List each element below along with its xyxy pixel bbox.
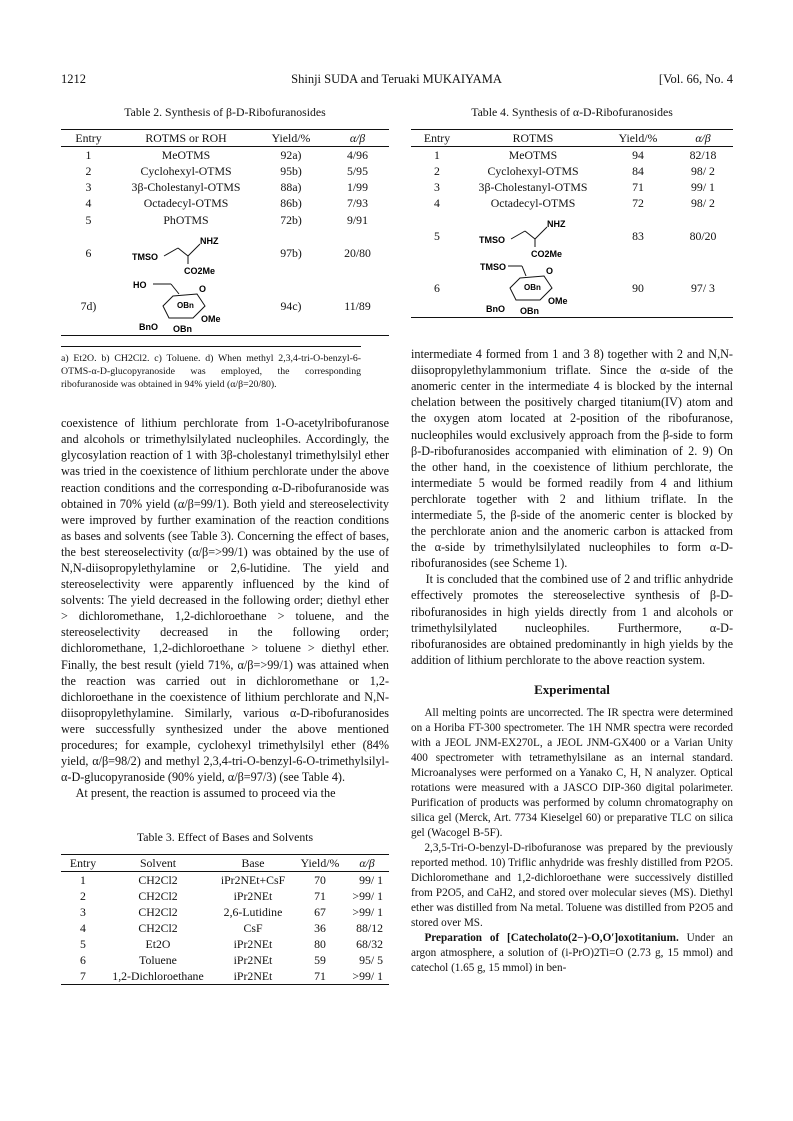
cell: 98/ 2 (691, 196, 715, 211)
table-row (61, 904, 389, 920)
cell: 4 (80, 920, 86, 935)
table-row (61, 920, 389, 936)
cell: 4 (434, 196, 440, 211)
table4-header-rotms: ROTMS (512, 131, 554, 146)
table-row (61, 163, 389, 179)
struct-label: TMSO (479, 234, 505, 245)
cell: 2 (80, 888, 86, 903)
table4-header-entry: Entry (423, 131, 451, 146)
cell: 4 (85, 196, 92, 211)
table2-header-yield: Yield/% (271, 131, 311, 146)
table3-header-solvent: Solvent (139, 855, 177, 870)
cell: 4/96 (347, 148, 368, 163)
cell: 97b) (280, 245, 302, 260)
table-row (411, 147, 733, 164)
cell: MeOTMS (508, 148, 558, 163)
table3-header-base: Base (241, 855, 265, 870)
cell: iPr2NEt (233, 953, 273, 968)
page-number: 1212 (61, 72, 86, 86)
cell: 6 (80, 953, 86, 968)
cell: 95b) (280, 164, 302, 179)
cell: 88/12 (356, 920, 383, 935)
table3-header-ratio: α/β (359, 855, 375, 870)
cell: 59 (314, 953, 326, 968)
cell: 90 (632, 281, 644, 296)
table-row (61, 212, 389, 228)
table-row (61, 179, 389, 195)
struct-label: OBn (520, 306, 539, 317)
cell: Octadecyl-OTMS (490, 196, 576, 211)
table2-header-entry: Entry (75, 131, 102, 146)
cell: 72 (632, 196, 644, 211)
cell: Octadecyl-OTMS (143, 196, 229, 211)
cell: 7 (80, 969, 86, 984)
cell: 67 (314, 904, 326, 919)
table3 (61, 854, 389, 986)
cell: 1 (80, 872, 86, 887)
table2-header-ro: ROTMS or ROH (145, 131, 227, 146)
struct-label: OMe (201, 314, 221, 325)
table-row (411, 260, 733, 318)
experimental-paragraph-2: 2,3,5-Tri-O-benzyl-D-ribofuranose was prepared by the previously reported method. 10) Triflic anhydride was freshly distilled from P2O5. Dichloromethane and 1,2-dichloroethane were successively distilled from P2O5, and CaH2, and stored over molecular sieves (MS). Diethyl ether was distilled from Na metal. Toluene was distilled from P2O5 and stored over MS. (411, 842, 733, 930)
struct-label: NHZ (200, 235, 219, 246)
cell: 2 (434, 164, 440, 179)
cell: 1/99 (347, 180, 368, 195)
cell: PhOTMS (163, 212, 209, 227)
table2-caption: Table 2. Synthesis of β-D-Ribofuranosides (124, 105, 326, 119)
cell: >99/ 1 (352, 969, 383, 984)
left-paragraph-2: At present, the reaction is assumed to proceed via the (75, 786, 336, 801)
struct-label: BnO (486, 304, 505, 315)
struct-label: OBn (173, 324, 192, 335)
cell: iPr2NEt (233, 969, 273, 984)
cell: 80 (314, 936, 326, 951)
struct-label: TMSO (132, 251, 158, 262)
struct-label: O (199, 284, 207, 295)
cell: 88a) (280, 180, 302, 195)
volume-info: [Vol. 66, No. 4 (658, 72, 733, 86)
table4-header-ratio: α/β (695, 131, 711, 146)
table-row (411, 179, 733, 195)
cell: 5/95 (347, 164, 368, 179)
cell: 20/80 (344, 245, 371, 260)
cell: Cyclohexyl-OTMS (140, 164, 232, 179)
cell: 99/ 1 (691, 180, 715, 195)
cell: CH2Cl2 (138, 872, 178, 887)
struct-label: OBn (524, 283, 541, 293)
cell: 80/20 (689, 228, 717, 243)
cell: 71 (314, 888, 326, 903)
running-title: Shinji SUDA and Teruaki MUKAIYAMA (291, 72, 502, 86)
experimental-paragraph-1: All melting points are uncorrected. The IR spectra were determined on a Horiba FT-300 spectrometer. The 1H NMR spectra were recorded with a JEOL JNM-EX270L, a JEOL JNM-GX400 or a Varian Unity 400 spectrometer with tetramethylsilane as an internal standard. Microanalyses were performed on a Yanako C, H, N analyzer. Optical rotations were measured with a JASCO DIP-360 digital polarimeter. Purification of products was performed by column chromatography on silica gel (Merck, Art. 7734 Kieselgel 60) or preparative TLC on silica gel (Wacogel B-5F). (411, 707, 733, 840)
cell: 68/32 (356, 936, 383, 951)
structure-cell (116, 228, 256, 278)
struct-label: HO (133, 280, 147, 291)
struct-label: BnO (139, 322, 158, 333)
cell: 1 (85, 148, 92, 163)
table4-caption: Table 4. Synthesis of α-D-Ribofuranosides (471, 105, 673, 119)
table3-caption: Table 3. Effect of Bases and Solvents (136, 830, 314, 845)
table-row (61, 968, 389, 985)
cell: 83 (632, 228, 644, 243)
cell: 84 (632, 164, 644, 179)
cell: 94 (632, 148, 644, 163)
left-paragraph-1: coexistence of lithium perchlorate from 1-O-acetylribofuranose and alcohols or trimethylsilylated nucleophiles. Accordingly, the glycosylation reaction of 1 with 3β-cholestanyl trimethylsilyl ether was tried in the coexistence of lithium perchlorate under the above reaction conditions and the corresponding α-D-ribofuranoside was obtained in 70% yield (α/β=99/1). Both yield and stereoselectivity were improved by further examination of the reaction conditions as bases and solvents (see Table 3). Concerning the effect of bases, the best stereoselectivity (α/β=>99/1) was obtained by the use of N,N-diisopropylethylamine or 2,6-lutidine. The yield and stereoselectivity were apparently influenced by the kind of solvents: The yield decreased in the following order; diethyl ether > dichloromethane, 1,2-dichloroethane > toluene, and the stereoselectivity decreased in the following order; dichloromethane, 1,2-dichloroethane > toluene > diethyl ether. Finally, the best result (yield 71%, α/β=>99/1) was attained when the reaction was carried out in dichloromethane or 1,2-dichloroethane in the coexistence of lithium perchlorate and N,N-diisopropylethylamine. Similarly, various α-D-ribofuranosides were successfully synthesized under the above mentioned procedures; for example, cyclohexyl trimethylsilyl ether (84% yield, α/β=98/2) and methyl 2,3,4-tri-O-benzyl-6-O-trimethylsilyl-α-D-glucopyranoside (90% yield, α/β=97/3) (see Table 4). (61, 416, 389, 785)
cell: iPr2NEt (233, 888, 273, 903)
structure-cell (463, 260, 603, 318)
cell: 3 (80, 904, 86, 919)
cell: >99/ 1 (352, 888, 383, 903)
table-row (61, 888, 389, 904)
cell: 7/93 (347, 196, 368, 211)
cell: iPr2NEt+CsF (220, 872, 286, 887)
cell: 9/91 (347, 212, 368, 227)
preparation-title: Preparation of [Catecholato(2−)-O,O′]oxotitanium. (424, 932, 679, 945)
cell: 97/ 3 (691, 281, 715, 296)
cell: 5 (80, 936, 86, 951)
cell: 1,2-Dichloroethane (112, 969, 204, 984)
cell: 2 (85, 164, 92, 179)
table-row (61, 952, 389, 968)
table-row (61, 228, 389, 278)
struct-label: NHZ (547, 218, 566, 229)
cell: 2,6-Lutidine (223, 904, 283, 919)
table-row (411, 195, 733, 211)
structure-cell (116, 278, 256, 336)
cell: 92a) (280, 148, 302, 163)
right-column (411, 104, 733, 976)
right-paragraph-1: intermediate 4 formed from 1 and 3 8) together with 2 and N,N-diisopropylethylammonium triflate. Since the α-side of the anomeric center in the intermediate 4 is blocked by the internal chelation between the positively charged titanium(IV) atom and the oxygen atom located at 2-position of the ribofuranose, nucleophiles would exclusively approach from the β-side to form β-D-ribofuranosides accompanied with elimination of 2. 9) On the other hand, in the coexistence of lithium perchlorate, the intermediate 5 would be formed readily from 4 and lithium perchlorate together with 2 and lithium triflate. In the intermediate 5, the β-side of the anomeric center is blocked by the perchlorate anion and the anomeric carbon is attacked from the α-side by trimethylsilylated nucleophiles to form α-D-ribofuranosides (see Scheme 1). (411, 347, 733, 571)
struct-label: CO2Me (531, 248, 563, 259)
cell: 3 (85, 180, 92, 195)
table-row (61, 278, 389, 336)
cell: CH2Cl2 (138, 888, 178, 903)
cell: 3β-Cholestanyl-OTMS (478, 180, 588, 195)
structure-cell (463, 212, 603, 260)
cell: CH2Cl2 (138, 920, 178, 935)
cell: 70 (314, 872, 326, 887)
cell: 36 (314, 920, 326, 935)
struct-label: OBn (177, 301, 194, 311)
left-column (61, 104, 389, 985)
table2-footnote: a) Et2O. b) CH2Cl2. c) Toluene. d) When methyl 2,3,4-tri-O-benzyl-6-OTMS-α-D-glucopyranoside was employed, the corresponding ribofuranoside was obtained in 94% yield (α/β=20/80). (61, 346, 361, 391)
glucopyranoside-structure-icon (478, 260, 588, 316)
cell: 1 (434, 148, 440, 163)
cell: 82/18 (689, 148, 717, 163)
cell: 99/ 1 (359, 872, 383, 887)
cell: 72b) (280, 212, 302, 227)
cell: 5 (85, 212, 92, 227)
amino-acid-structure-icon (473, 213, 593, 259)
experimental-heading: Experimental (534, 681, 610, 697)
cell: 95/ 5 (359, 953, 383, 968)
table-row (411, 212, 733, 260)
amino-acid-structure-icon (126, 230, 246, 276)
glucopyranoside-structure-icon (131, 278, 241, 334)
cell: 71 (632, 180, 644, 195)
table4 (411, 129, 733, 318)
cell: CsF (243, 920, 263, 935)
table-row (411, 163, 733, 179)
cell: 86b) (280, 196, 302, 211)
cell: 3β-Cholestanyl-OTMS (131, 180, 241, 195)
cell: 6 (85, 245, 92, 260)
cell: 71 (314, 969, 326, 984)
struct-label: CO2Me (184, 265, 216, 276)
table4-header-yield: Yield/% (618, 131, 658, 146)
right-paragraph-2: It is concluded that the combined use of 2 and triflic anhydride effectively promotes the stereoselective synthesis of β-D-ribofuranosides in high yields directly from 1 and alcohols or trimethylsilylated nucleophiles. Furthermore, α-D-ribofuranosides are obtained predominantly in high yields by the addition of lithium perchlorate to the above reaction system. (411, 572, 733, 667)
cell: 94c) (280, 299, 302, 314)
cell: >99/ 1 (352, 904, 383, 919)
cell: 5 (434, 228, 440, 243)
cell: Toluene (139, 953, 177, 968)
cell: Et2O (145, 936, 171, 951)
preparation-body: Under an argon atmosphere, a solution of (i-PrO)2Ti=O (2.73 g, 15 mmol) and catechol (1.65 g, 15 mmol) in ben- (411, 932, 733, 975)
table3-header-entry: Entry (69, 855, 97, 870)
cell: MeOTMS (161, 148, 211, 163)
table-row (61, 195, 389, 211)
table-row (61, 936, 389, 952)
cell: 3 (434, 180, 440, 195)
cell: iPr2NEt (233, 936, 273, 951)
table2-header-ratio: α/β (349, 131, 366, 146)
table2 (61, 129, 389, 336)
cell: 7d) (80, 299, 97, 314)
cell: 6 (434, 281, 440, 296)
table-row (61, 147, 389, 164)
struct-label: TMSO (480, 262, 506, 273)
cell: 11/89 (344, 299, 371, 314)
cell: 98/ 2 (691, 164, 715, 179)
struct-label: O (546, 266, 554, 277)
table-row (61, 871, 389, 888)
cell: Cyclohexyl-OTMS (487, 164, 579, 179)
cell: CH2Cl2 (138, 904, 178, 919)
struct-label: OMe (548, 296, 568, 307)
table3-header-yield: Yield/% (300, 855, 340, 870)
